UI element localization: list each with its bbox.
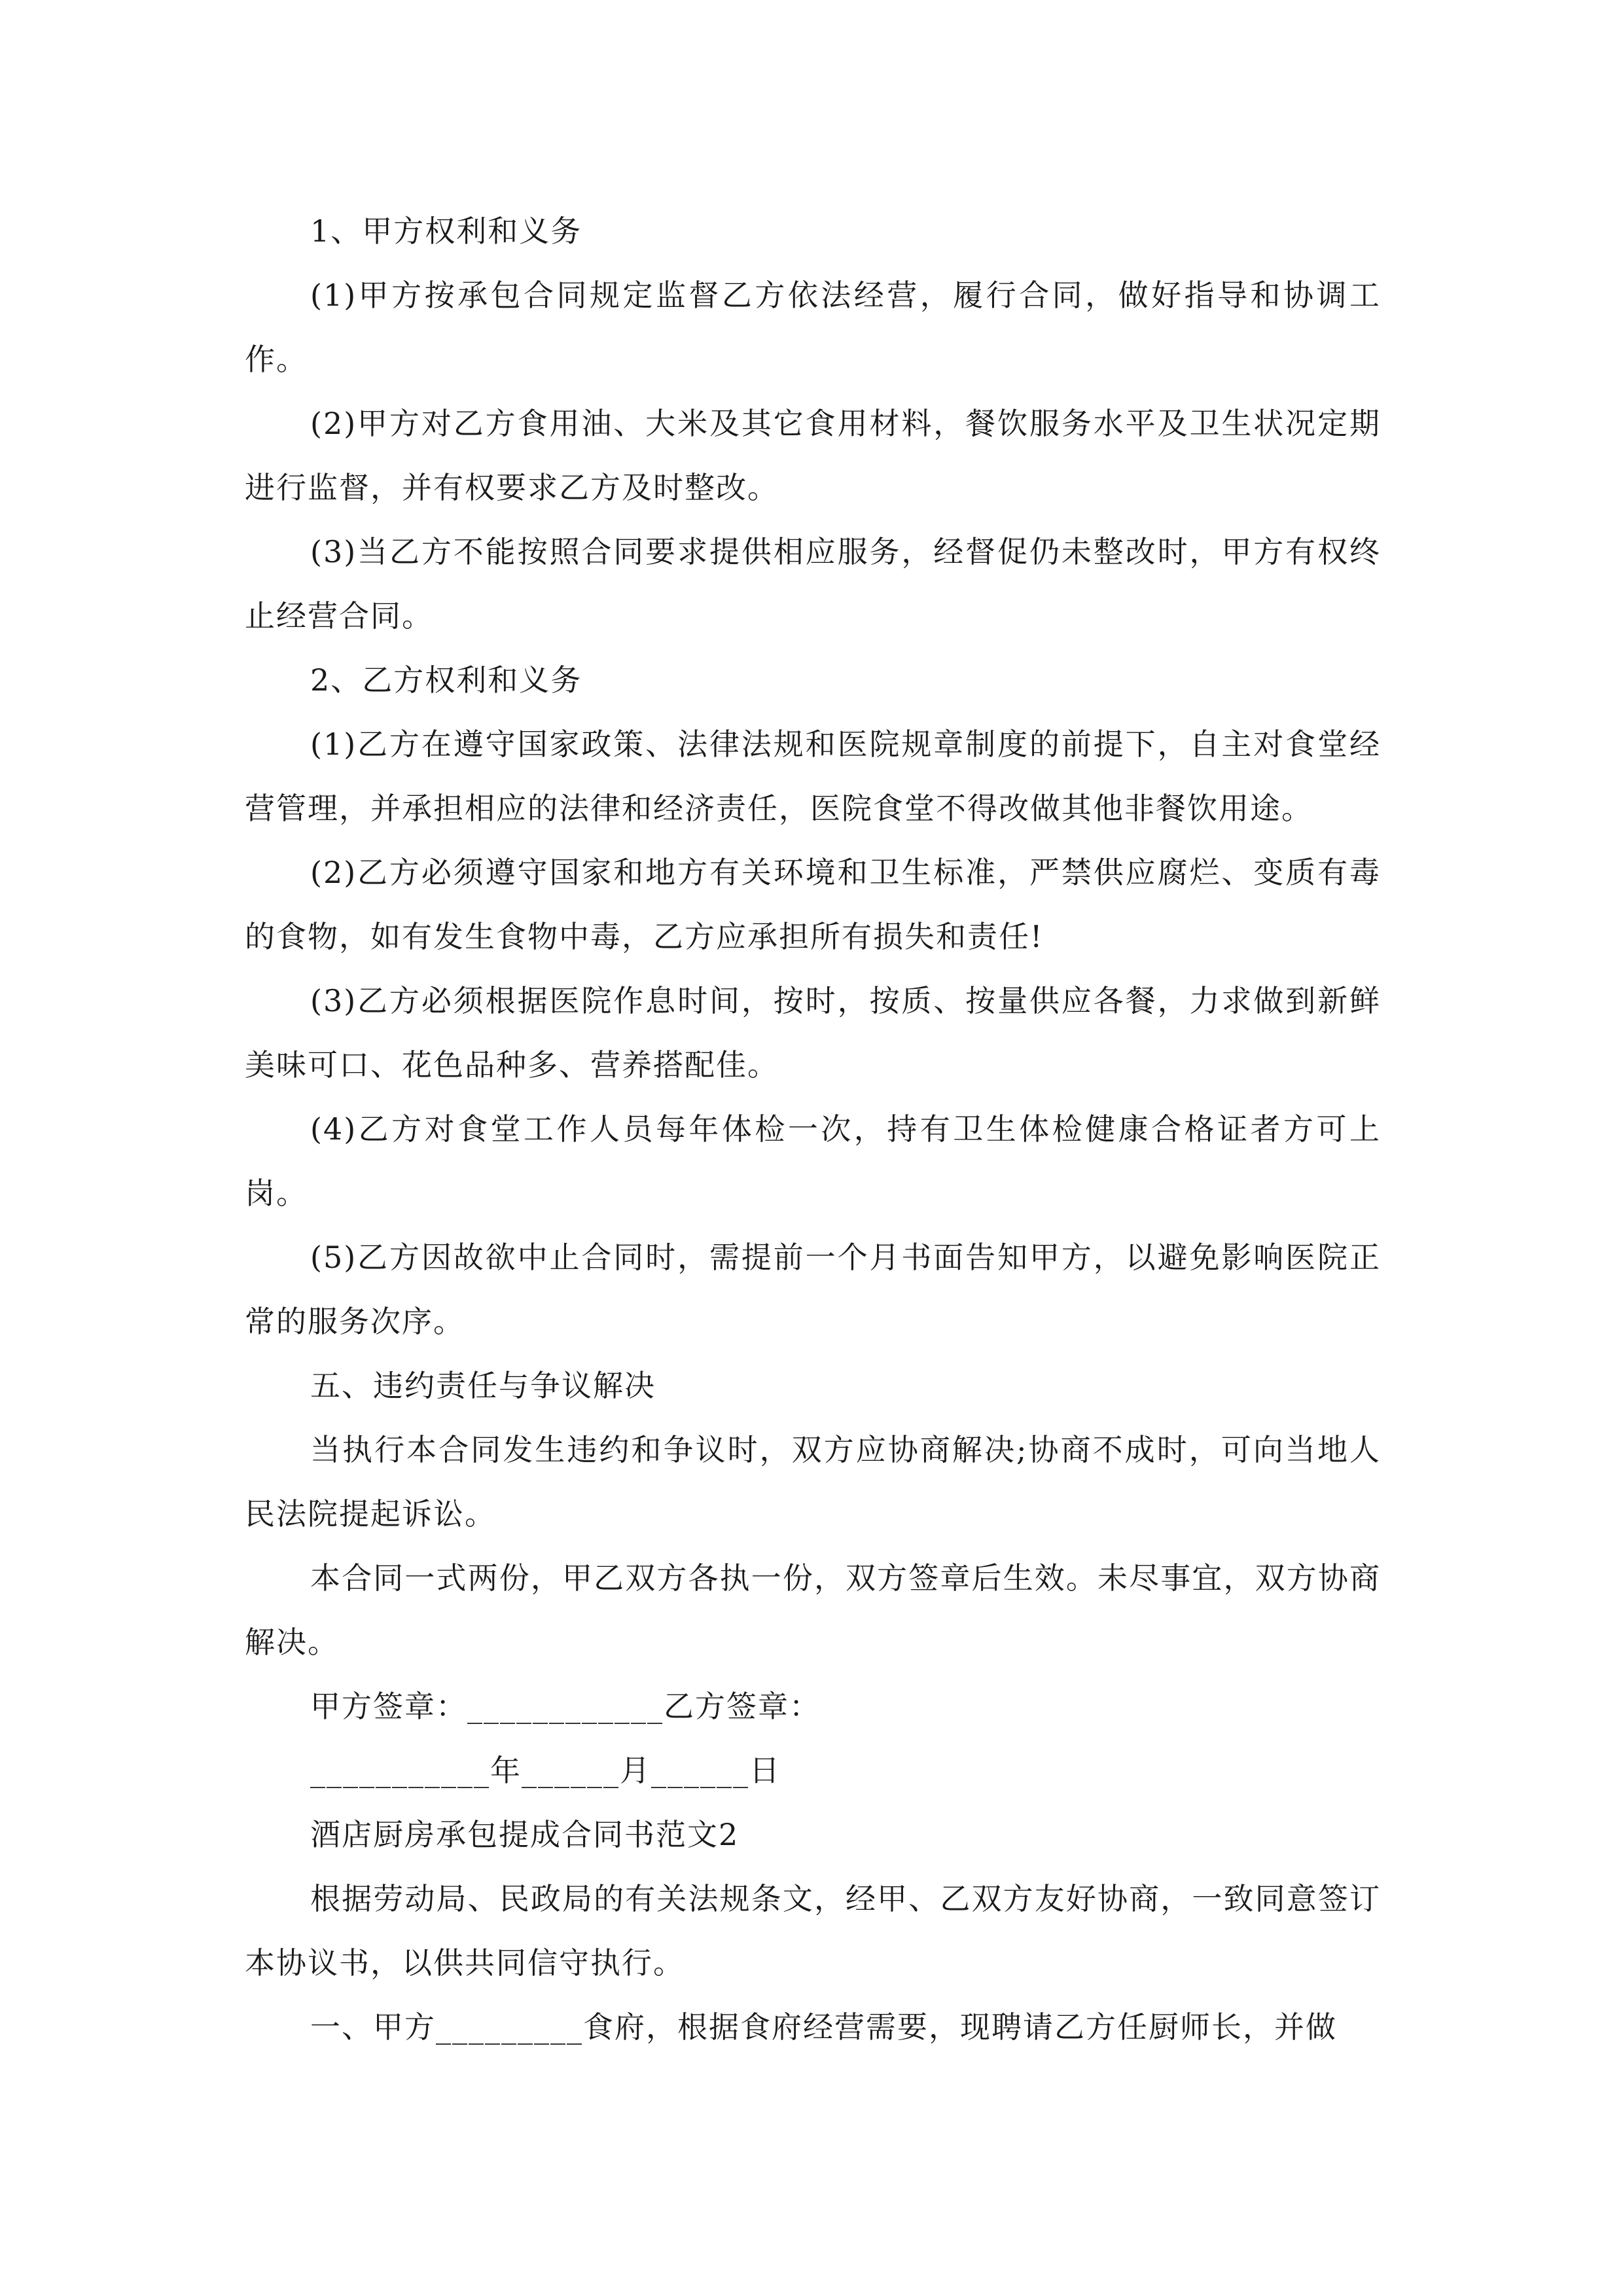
paragraph: (1)乙方在遵守国家政策、法律法规和医院规章制度的前提下，自主对食堂经营管理，并承担相应的法律和经济责任，医院食堂不得改做其他非餐饮用途。 [245,726,1381,826]
paragraph: 本合同一式两份，甲乙双方各执一份，双方签章后生效。未尽事宜，双方协商解决。 [245,1560,1381,1660]
paragraph: (1)甲方按承包合同规定监督乙方依法经营，履行合同，做好指导和协调工作。 [245,278,1381,377]
paragraph: (3)乙方必须根据医院作息时间，按时，按质、按量供应各餐，力求做到新鲜美味可口、花色品种多、营养搭配佳。 [245,983,1381,1083]
section-heading-party-b-rights: 2、乙方权利和义务 [310,662,582,698]
signature-line: 甲方签章：____________乙方签章： [310,1689,821,1724]
document-body [245,199,1381,2059]
paragraph: (2)甲方对乙方食用油、大米及其它食用材料，餐饮服务水平及卫生状况定期进行监督，并有权要求乙方及时整改。 [245,406,1381,505]
paragraph: 根据劳动局、民政局的有关法规条文，经甲、乙双方友好协商，一致同意签订本协议书，以供共同信守执行。 [245,1881,1381,1981]
document-title: 酒店厨房承包提成合同书范文2 [310,1817,740,1852]
section-heading-breach: 五、违约责任与争议解决 [310,1368,656,1403]
section-heading-party-a-rights: 1、甲方权利和义务 [310,213,582,249]
paragraph: 一、甲方_________食府，根据食府经营需要，现聘请乙方任厨师长，并做 [310,2009,1337,2045]
paragraph: (4)乙方对食堂工作人员每年体检一次，持有卫生体检健康合格证者方可上岗。 [245,1111,1381,1211]
paragraph: (5)乙方因故欲中止合同时，需提前一个月书面告知甲方，以避免影响医院正常的服务次序。 [245,1240,1381,1339]
paragraph: (2)乙方必须遵守国家和地方有关环境和卫生标准，严禁供应腐烂、变质有毒的食物，如有发生食物中毒，乙方应承担所有损失和责任! [245,855,1381,954]
paragraph: (3)当乙方不能按照合同要求提供相应服务，经督促仍未整改时，甲方有权终止经营合同。 [245,534,1381,634]
date-line: ___________年______月______日 [310,1753,781,1788]
paragraph: 当执行本合同发生违约和争议时，双方应协商解决;协商不成时，可向当地人民法院提起诉讼。 [245,1432,1381,1532]
